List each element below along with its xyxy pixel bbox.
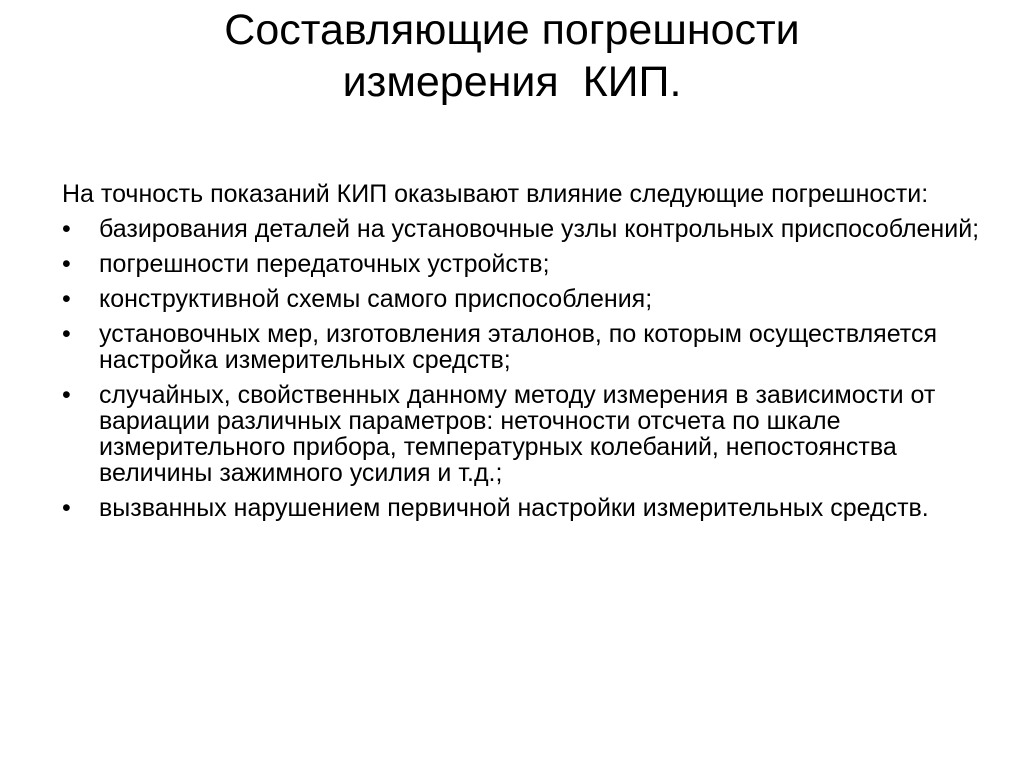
list-item <box>62 216 982 242</box>
list-item-text: погрешности передаточных устройств; <box>99 250 550 278</box>
intro-text: На точность показаний КИП оказывают влияние следующие погрешности: <box>62 180 929 208</box>
content-list <box>62 181 982 530</box>
list-item-text: установочных мер, изготовления эталонов, по которым осуществляется настройка измерительных средств; <box>99 320 938 374</box>
list-item <box>62 286 982 312</box>
list-item-text: конструктивной схемы самого приспособления; <box>99 285 653 313</box>
bullet-icon: • <box>62 320 71 348</box>
list-item <box>62 321 982 373</box>
bullet-icon: • <box>62 285 71 313</box>
bullet-icon: • <box>62 381 71 409</box>
list-item-text: случайных, свойственных данному методу измерения в зависимости от вариации различных параметров: неточности отсчета по шкале измерительного прибора, температурных колебаний, непостоянства величины зажимного усилия и т.д.; <box>99 381 936 487</box>
bullet-icon: • <box>62 250 71 278</box>
intro-paragraph <box>62 181 982 207</box>
list-item <box>62 251 982 277</box>
list-item-text: вызванных нарушением первичной настройки измерительных средств. <box>99 494 929 522</box>
slide-title <box>90 4 934 108</box>
list-item <box>62 382 982 486</box>
bullet-icon: • <box>62 215 71 243</box>
slide-title-line-1: Составляющие погрешности <box>224 6 800 54</box>
list-item-text: базирования деталей на установочные узлы контрольных приспособлений; <box>99 215 980 243</box>
list-item <box>62 495 982 521</box>
bullet-icon: • <box>62 494 71 522</box>
slide-title-line-2: измерения КИП. <box>342 58 682 106</box>
